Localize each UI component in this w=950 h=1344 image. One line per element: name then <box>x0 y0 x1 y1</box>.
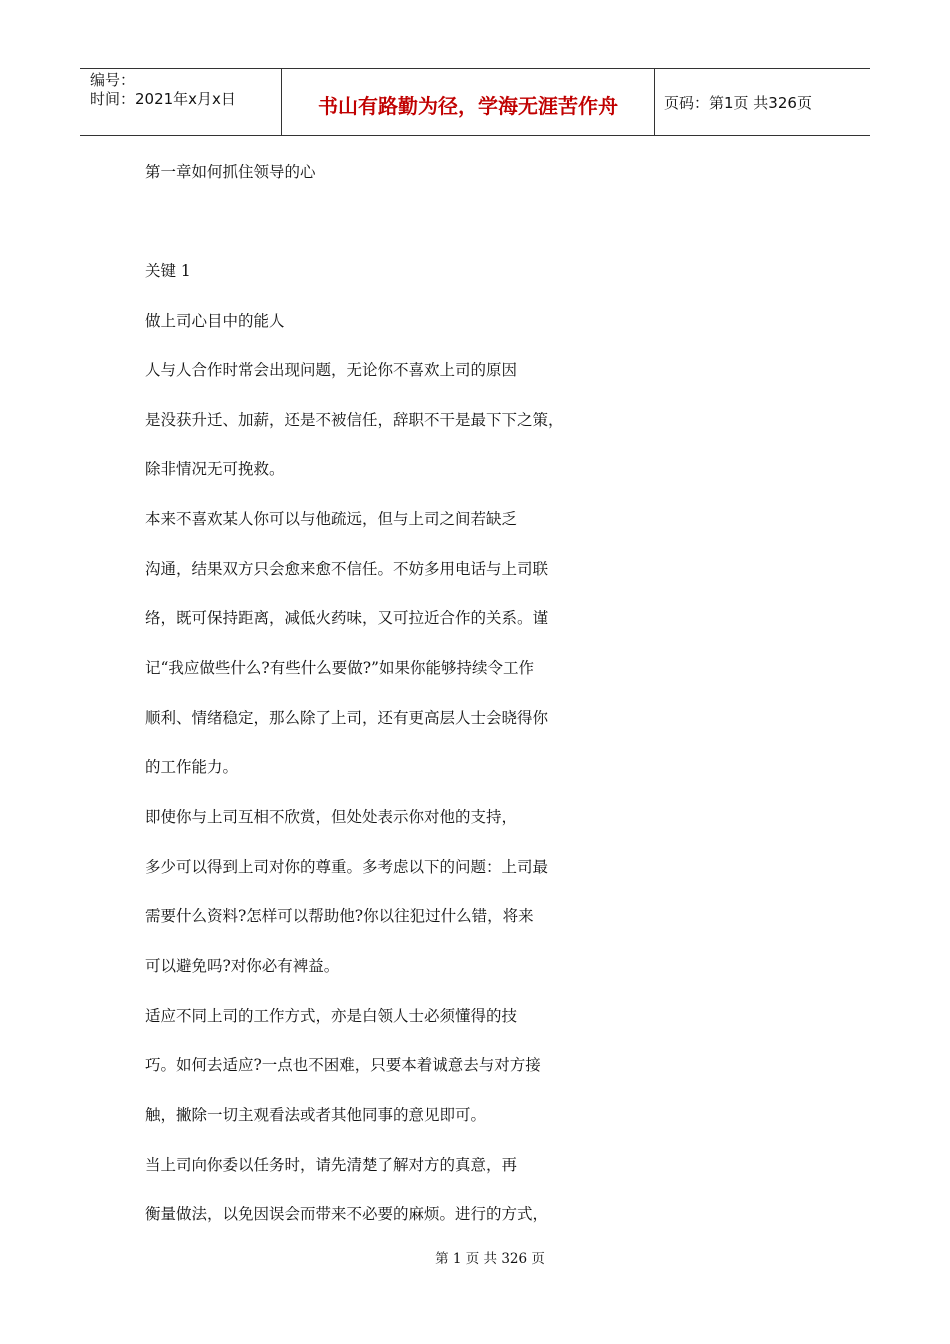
paragraph-line: 的工作能力。 <box>145 758 239 776</box>
paragraph-line: 巧。如何去适应?一点也不困难，只要本着诚意去与对方接 <box>145 1056 541 1074</box>
paragraph-line: 人与人合作时常会出现问题，无论你不喜欢上司的原因 <box>145 361 518 379</box>
section-key-label: 关键 1 <box>145 262 191 280</box>
paragraph-line: 络，既可保持距离，减低火药味，又可拉近合作的关系。谨 <box>145 609 549 627</box>
paragraph-line: 触，撇除一切主观看法或者其他同事的意见即可。 <box>145 1106 487 1124</box>
document-number-label: 编号： <box>90 71 136 89</box>
paragraph-line: 当上司向你委以任务时，请先清楚了解对方的真意，再 <box>145 1156 518 1174</box>
paragraph-line: 可以避免吗?对你必有裨益。 <box>145 957 340 975</box>
paragraph-line: 需要什么资料?怎样可以帮助他?你以往犯过什么错，将来 <box>145 907 534 925</box>
paragraph-line: 除非情况无可挽救。 <box>145 460 285 478</box>
page-header <box>80 68 870 136</box>
chapter-title: 第一章如何抓住领导的心 <box>145 163 316 181</box>
page-footer: 第 1 页 共 326 页 <box>435 1251 545 1267</box>
header-page-label: 页码：第1页 共326页 <box>664 93 812 112</box>
paragraph-line: 记“我应做些什么?有些什么要做?”如果你能够持续令工作 <box>145 659 534 677</box>
paragraph-line: 即使你与上司互相不欣赏，但处处表示你对他的支持， <box>145 808 518 826</box>
paragraph-line: 本来不喜欢某人你可以与他疏远，但与上司之间若缺乏 <box>145 510 518 528</box>
section-heading: 做上司心目中的能人 <box>145 312 285 330</box>
header-page-cell <box>655 69 870 135</box>
paragraph-line: 沟通，结果双方只会愈来愈不信任。不妨多用电话与上司联 <box>145 560 549 578</box>
paragraph-line: 顺利、情绪稳定，那么除了上司，还有更高层人士会晓得你 <box>145 709 549 727</box>
header-meta-cell <box>80 69 282 135</box>
paragraph-line: 多少可以得到上司对你的尊重。多考虑以下的问题：上司最 <box>145 858 549 876</box>
header-motto: 书山有路勤为径，学海无涯苦作舟 <box>282 69 655 135</box>
document-date-label: 时间：2021年x月x日 <box>90 90 236 108</box>
paragraph-line: 是没获升迁、加薪，还是不被信任，辞职不干是最下下之策， <box>145 411 564 429</box>
paragraph-line: 适应不同上司的工作方式，亦是白领人士必须懂得的技 <box>145 1007 518 1025</box>
paragraph-line: 衡量做法，以免因误会而带来不必要的麻烦。进行的方式， <box>145 1205 549 1223</box>
